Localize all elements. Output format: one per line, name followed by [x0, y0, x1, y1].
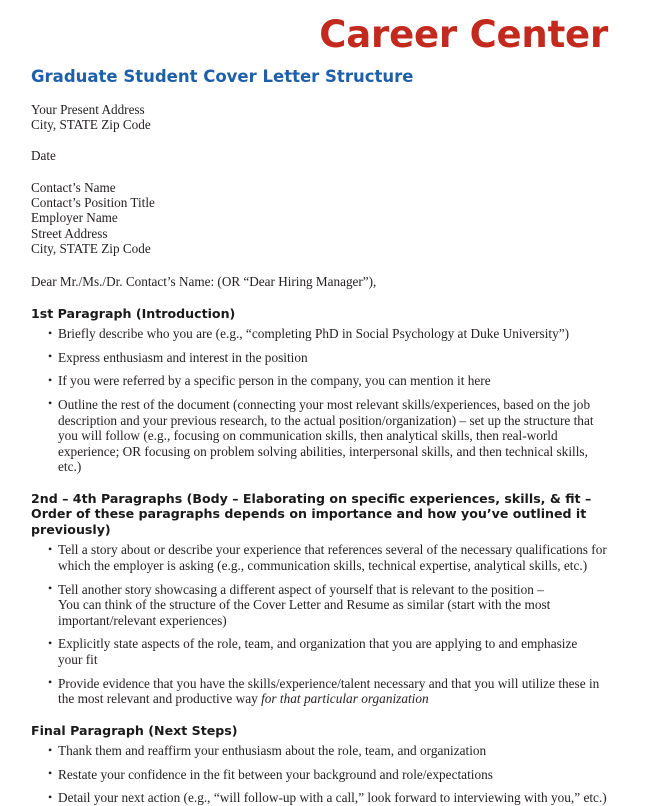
section-introduction	[31, 306, 615, 475]
section-heading: 2nd – 4th Paragraphs (Body – Elaborating on specific experiences, skills, & fit – Order of these paragraphs depends on importance and how you’ve outlined it previously)	[31, 490, 592, 537]
spacer	[31, 133, 615, 148]
recipient-address-line: Street Address	[31, 225, 108, 241]
section-heading: 1st Paragraph (Introduction)	[31, 305, 236, 321]
recipient-address-line: Contact’s Name	[31, 179, 116, 195]
bullet-list	[31, 326, 615, 475]
list-item: • Tell another story showcasing a different aspect of yourself that is relevant to the position – You can think of the structure of the Cover Letter and Resume as similar (start with the most important/relevant experiences)	[31, 582, 558, 629]
list-item: • Detail your next action (e.g., “will follow-up with a call,” look forward to interviewing with you,” etc.)	[31, 790, 614, 806]
sender-address-line: City, STATE Zip Code	[31, 117, 151, 133]
letter-body	[31, 102, 615, 806]
list-item: • Thank them and reaffirm your enthusiasm about the role, team, and organization	[31, 743, 614, 759]
list-item-text: Provide evidence that you have the skills/experience/talent necessary and that you will utilize these in the most relevant and productive way	[58, 675, 600, 707]
recipient-address-block	[31, 180, 615, 256]
list-item	[31, 676, 614, 707]
page-title: Graduate Student Cover Letter Structure	[31, 67, 414, 86]
sender-address-line: Your Present Address	[31, 102, 145, 117]
list-item: • Express enthusiasm and interest in the position	[31, 350, 614, 366]
list-item: • Explicitly state aspects of the role, team, and organization that you are applying to and emphasize your fit	[31, 636, 588, 667]
masthead	[319, 13, 608, 56]
list-item-emphasis: for that particular organization	[261, 691, 429, 707]
list-item: • If you were referred by a specific person in the company, you can mention it here	[31, 373, 614, 389]
list-item: • Tell a story about or describe your experience that references several of the necessary qualifications for which the employer is asking (e.g., communication skills, technical expertise, analytical skills, etc.)	[31, 542, 614, 573]
recipient-address-line: City, STATE Zip Code	[31, 241, 151, 257]
sender-address-block	[31, 102, 615, 133]
list-item: • Briefly describe who you are (e.g., “completing PhD in Social Psychology at Duke University”)	[31, 326, 614, 342]
salutation-line: Dear Mr./Ms./Dr. Contact’s Name: (OR “Dear Hiring Manager”),	[31, 274, 377, 290]
list-item: • Outline the rest of the document (connecting your most relevant skills/experiences, based on the job description and your previous research, to the actual position/organization) – set up the structure that you will follow (e.g., focusing on communication skills, then analytical skills, then real-world experience; OR focusing on problem solving abilities, interpersonal skills, and then technical skills, etc.)	[31, 397, 614, 475]
section-heading: Final Paragraph (Next Steps)	[31, 722, 238, 738]
bullet-list	[31, 542, 615, 706]
section-final-paragraph	[31, 723, 615, 806]
section-body-paragraphs	[31, 491, 615, 707]
list-item: • Restate your confidence in the fit between your background and role/expectations	[31, 767, 614, 783]
date-block	[31, 148, 615, 163]
bullet-list	[31, 743, 615, 806]
recipient-address-line: Employer Name	[31, 210, 118, 226]
recipient-address-line: Contact’s Position Title	[31, 195, 155, 211]
spacer	[31, 163, 615, 180]
career-center-title: Career Center	[319, 13, 608, 56]
date-placeholder: Date	[31, 147, 56, 163]
